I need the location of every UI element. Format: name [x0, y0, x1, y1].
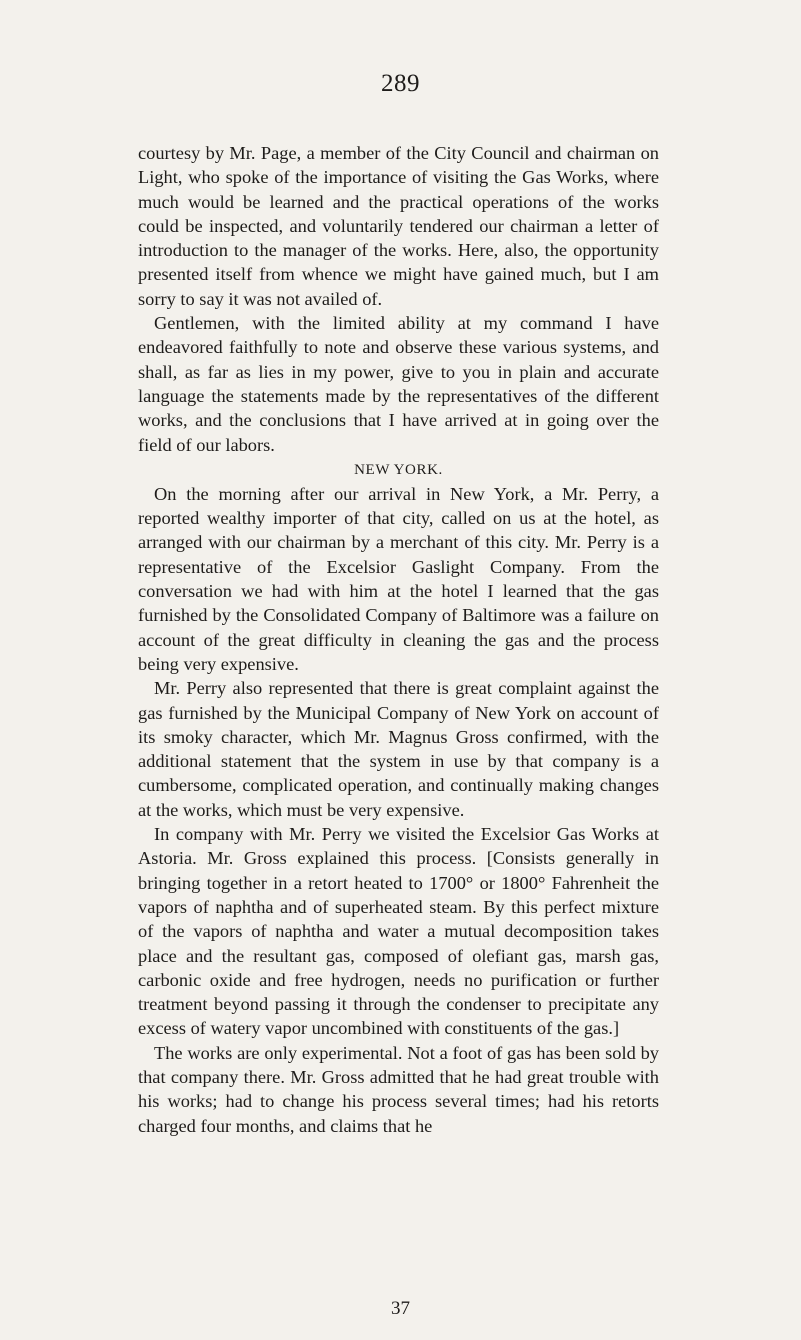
paragraph-gentlemen: Gentlemen, with the limited ability at my command I have endeavored faithfully to note and observe these various systems, and shall, as far as lies in my power, give to you in plain and accurate language the statements made by the representatives of the different works, and the conclusions that I have arrived at in going over the field of our labors. — [138, 313, 659, 455]
paragraph-arrival: On the morning after our arrival in New York, a Mr. Perry, a reported wealthy importer of that city, called on us at the hotel, as arranged with our chairman by a merchant of this city. Mr. Perry is a representative of the Excelsior Gaslight Company. From the conversation we had with him at the hotel I learned that the gas furnished by the Consolidated Company of Baltimore was a failure on account of the great difficulty in cleaning the gas and the process being very expensive. — [138, 483, 659, 674]
page-number: 289 — [381, 70, 420, 97]
section-heading-new-york: NEW YORK. — [354, 461, 443, 478]
paragraph-astoria-visit: In company with Mr. Perry we visited the Excelsior Gas Works at Astoria. Mr. Gross explained this process. [Consists generally in bringing together in a retort heated to 1700° or 1800° Fahrenheit the vapors of naphtha and of superheated steam. By this perfect mixture of the vapors of naphtha and water a mutual decomposition takes place and the resultant gas, composed of olefiant gas, marsh gas, carbonic oxide and free hydrogen, needs no purification or further treatment beyond passing it through the condenser to precipitate any excess of watery vapor uncombined with constituents of the gas.] — [138, 824, 659, 1039]
paragraph-complaint: Mr. Perry also represented that there is great complaint against the gas furnished by the Municipal Company of New York on account of its smoky character, which Mr. Magnus Gross confirmed, with the additional statement that the system in use by that company is a cumbersome, complicated operation, and continually making changes at the works, which must be very expensive. — [138, 678, 659, 820]
paragraph-experimental-works: The works are only experimental. Not a foot of gas has been sold by that company there. Mr. Gross admitted that he had great trouble with his works; had to change his process several times; had his retorts charged four months, and claims that he — [138, 1042, 659, 1136]
signature-mark: 37 — [391, 1298, 410, 1319]
body-text — [138, 141, 659, 1138]
paragraph-continuation: courtesy by Mr. Page, a member of the City Council and chairman on Light, who spoke of the importance of visiting the Gas Works, where much would be learned and the practical operations of the works could be inspected, and voluntarily tendered our chairman a letter of introduction to the manager of the works. Here, also, the opportunity presented itself from whence we might have gained much, but I am sorry to say it was not availed of. — [138, 143, 659, 309]
